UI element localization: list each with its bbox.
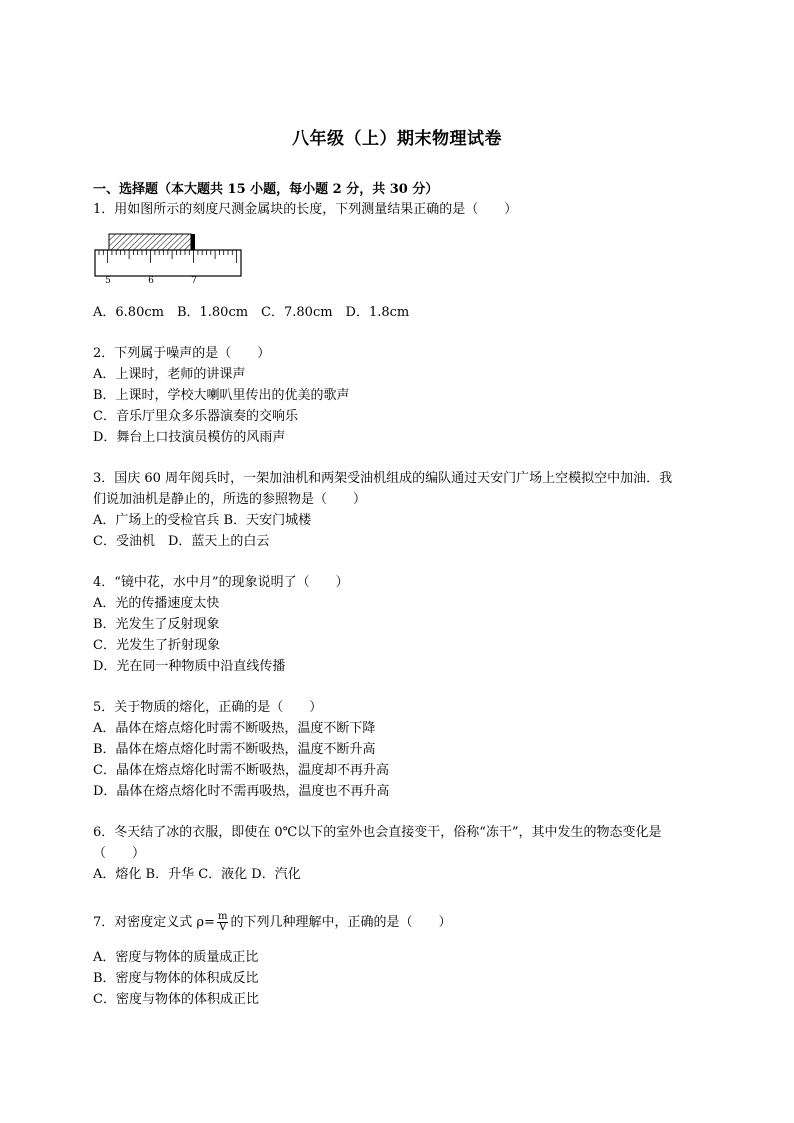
question-2-option-a: A．上课时，老师的讲课声 [93,367,246,382]
fraction-denominator: V [219,922,227,933]
question-2-option-d: D．舞台上口技演员模仿的风雨声 [93,430,286,445]
question-4-option-d: D．光在同一种物质中沿直线传播 [93,659,286,674]
question-7-option-b: B．密度与物体的体积成反比 [93,971,259,986]
question-4-option-a: A．光的传播速度太快 [93,596,220,611]
question-5-option-c: C．晶体在熔点熔化时需不断吸热，温度却不再升高 [93,763,389,778]
density-fraction [217,912,228,933]
question-7-stem [93,912,451,933]
page-title: 八年级（上）期末物理试卷 [292,129,502,149]
question-5-option-d: D．晶体在熔点熔化时不需再吸热，温度也不再升高 [93,784,390,799]
question-5-option-a: A．晶体在熔点熔化时需不断吸热，温度不断下降 [93,721,376,736]
ruler-label-7: 7 [191,276,197,286]
question-5-stem: 5．关于物质的熔化，正确的是（ ） [93,700,323,715]
section-heading: 一、选择题（本大题共 15 小题，每小题 2 分，共 30 分） [93,182,439,197]
question-4-option-b: B．光发生了反射现象 [93,617,220,632]
ruler-label-6: 6 [148,276,154,286]
question-2-option-b: B．上课时，学校大喇叭里传出的优美的歌声 [93,388,350,403]
question-2-stem: 2．下列属于噪声的是（ ） [93,346,271,361]
question-1-options: A．6.80cm B．1.80cm C．7.80cm D．1.8cm [93,305,410,320]
fraction-numerator: m [217,911,228,922]
question-4-option-c: C．光发生了折射现象 [93,638,220,653]
metal-block [109,234,191,250]
question-6-stem-line1: 6．冬天结了冰的衣服，即使在 0℃以下的室外也会直接变干，俗称“冻干”，其中发生的物态变化是 [93,825,662,840]
question-5-option-b: B．晶体在熔点熔化时需不断吸热，温度不断升高 [93,742,376,757]
ruler-label-5: 5 [105,276,111,286]
question-4-stem: 4．“镜中花，水中月”的现象说明了（ ） [93,575,349,590]
question-3-stem-line2: 们说加油机是静止的，所选的参照物是（ ） [93,492,367,507]
question-7-stem-after: 的下列几种理解中，正确的是（ ） [230,915,452,930]
question-6-stem-line2: （ ） [93,846,146,861]
question-1-stem: 1．用如图所示的刻度尺测金属块的长度，下列测量结果正确的是（ ） [93,202,518,217]
question-7-option-a: A．密度与物体的质量成正比 [93,950,259,965]
question-3-options-cd: C．受油机 D．蓝天上的白云 [93,534,270,549]
question-3-stem-line1: 3．国庆 60 周年阅兵时，一架加油机和两架受油机组成的编队通过天安门广场上空模拟空中加油．我 [93,471,673,486]
question-7-option-c: C．密度与物体的体积成正比 [93,992,259,1007]
question-3-options-ab: A．广场上的受检官兵 B．天安门城楼 [93,513,312,528]
question-2-option-c: C．音乐厅里众多乐器演奏的交响乐 [93,409,298,424]
question-6-options: A．熔化 B．升华 C．液化 D．汽化 [93,867,301,882]
ruler-figure [93,228,243,290]
question-7-stem-before: 7．对密度定义式 ρ= [93,915,215,930]
